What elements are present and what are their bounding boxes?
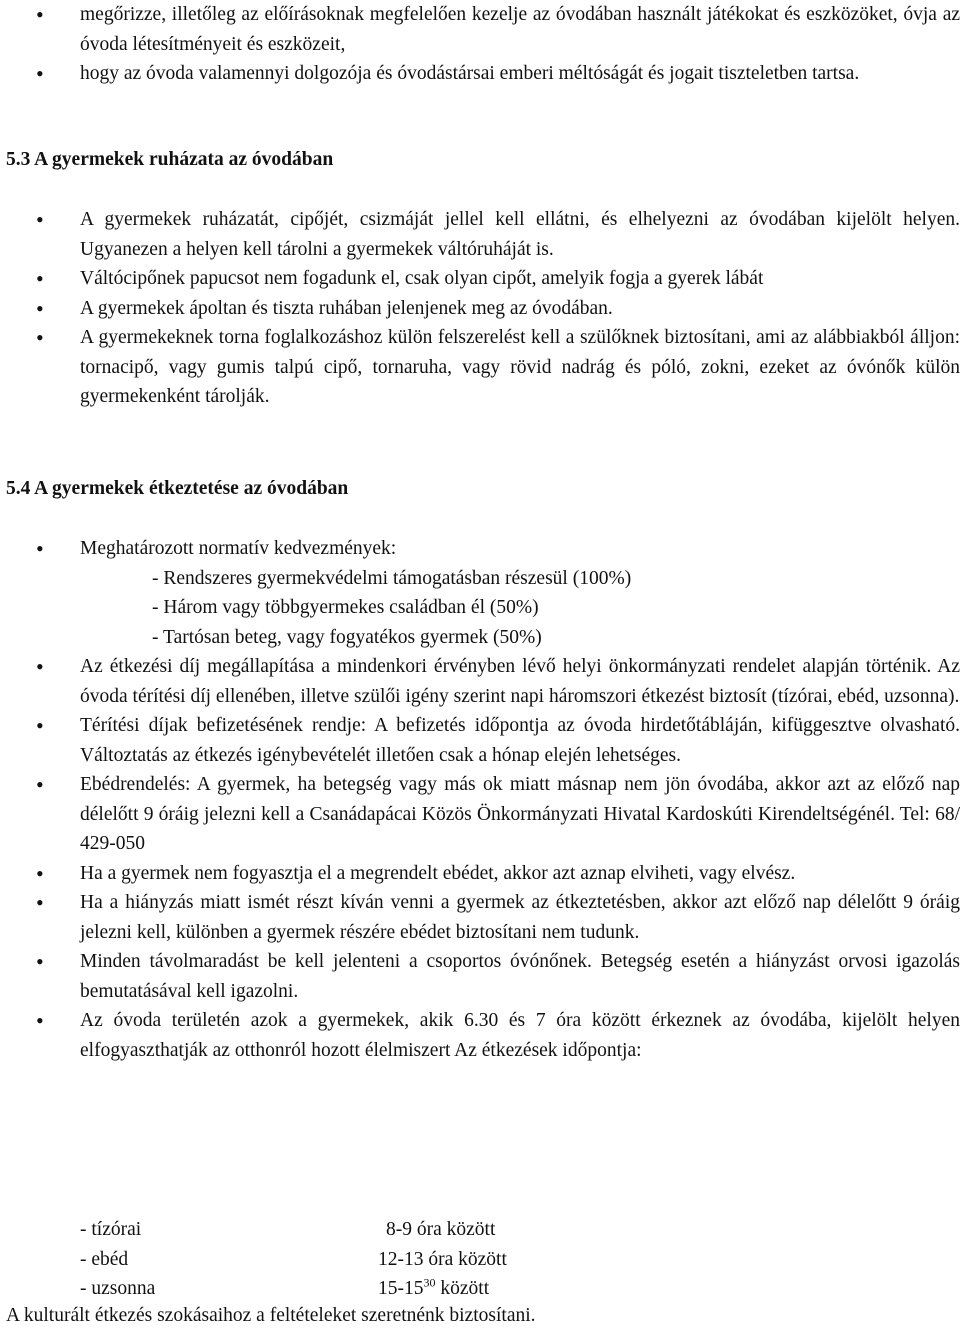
list-item: • Minden távolmaradást be kell jelenteni a csoportos óvónőnek. Betegség esetén a hiányzást orvosi igazolás bemutatásával kell igazolni. — [0, 947, 960, 1006]
meal-time-sup: 30 — [423, 1275, 436, 1290]
meal-time — [378, 1274, 489, 1304]
section-5-3-list — [0, 205, 960, 412]
normative-sub-item: - Tartósan beteg, vagy fogyatékos gyermek (50%) — [152, 626, 542, 648]
list-item: • Ha a gyermek nem fogyasztja el a megrendelt ebédet, akkor azt aznap elviheti, vagy elvész. — [0, 859, 960, 889]
list-item — [0, 534, 960, 652]
meal-time-suffix: között — [435, 1278, 490, 1299]
list-item: • Az étkezési díj megállapítása a mindenkori érvényben lévő helyi önkormányzati rendelet alapján történik. Az óvoda térítési díj ellenében, illetve szülői igény szerint napi háromszori étkezést biztosít (tízórai, ebéd, uzsonna). — [0, 652, 960, 711]
meal-row — [0, 1245, 960, 1275]
list-item: • megőrizze, illetőleg az előírásoknak megfelelően kezelje az óvodában használt játékokat és eszközöket, óvja az óvoda létesítményeit és eszközeit, — [0, 0, 960, 59]
list-item: • A gyermekek ruházatát, cipőjét, csizmáját jellel kell ellátni, és elhelyezni az óvodában kijelölt helyen. Ugyanezen a helyen kell tárolni a gyermekek váltóruháját is. — [0, 205, 960, 264]
meal-time-main: 15-15 — [378, 1278, 424, 1299]
list-item: • A gyermekeknek torna foglalkozáshoz külön felszerelést kell a szülőknek biztosítani, ami az alábbiakból álljon: tornacipő, vagy gumis talpú cipő, tornaruha, vagy rövid nadrág és póló, zokni, ezeket az óvónők külön gyermekenként tárolják. — [0, 323, 960, 412]
section-heading-5-3: 5.3 A gyermekek ruházata az óvodában — [6, 149, 334, 170]
normative-title: Meghatározott normatív kedvezmények: — [80, 538, 397, 559]
list-item: • Ebédrendelés: A gyermek, ha betegség vagy más ok miatt másnap nem jön óvodába, akkor azt az előző nap délelőtt 9 óráig jelezni kell a Csanádapácai Közös Önkormányzati Hivatal Kardoskúti Kirendeltségénél. Tel: 68/ 429-050 — [0, 770, 960, 859]
list-item: • Térítési díjak befizetésének rendje: A befizetés időpontja az óvoda hirdetőtábláján, kifüggesztve olvasható. Változtatás az étkezés igénybevételét illetően csak a hónap elején lehetséges. — [0, 711, 960, 770]
meal-time: 8-9 óra között — [386, 1219, 496, 1240]
meal-name: - tízórai — [80, 1219, 142, 1240]
list-item: • Az óvoda területén azok a gyermekek, akik 6.30 és 7 óra között érkeznek az óvodába, kijelölt helyen elfogyaszthatják az otthonról hozott élelmiszert Az étkezések időpontja: — [0, 1006, 960, 1065]
meal-time: 12-13 óra között — [378, 1248, 507, 1270]
list-item: • A gyermekek ápoltan és tiszta ruhában jelenjenek meg az óvodában. — [0, 294, 960, 324]
normative-sub-item: - Három vagy többgyermekes családban él (50%) — [152, 597, 539, 618]
list-item: • hogy az óvoda valamennyi dolgozója és óvodástársai emberi méltóságát és jogait tiszteletben tartsa. — [0, 59, 960, 89]
closing-sentence: A kulturált étkezés szokásaihoz a feltételeket szeretnénk biztosítani. — [6, 1305, 536, 1326]
section-5-4-list — [0, 534, 960, 1065]
meal-times — [0, 1215, 960, 1304]
meal-name: - ebéd — [80, 1248, 129, 1270]
normative-sub-item: - Rendszeres gyermekvédelmi támogatásban részesül (100%) — [152, 567, 632, 589]
meal-row — [0, 1274, 960, 1304]
meal-name: - uzsonna — [80, 1278, 156, 1299]
top-list — [0, 0, 960, 89]
section-heading-5-4: 5.4 A gyermekek étkeztetése az óvodában — [6, 478, 349, 499]
meal-row — [0, 1215, 960, 1245]
list-item: • Ha a hiányzás miatt ismét részt kíván venni a gyermek az étkeztetésben, akkor azt előző nap délelőtt 9 óráig jelezni kell, különben a gyermek részére ebédet biztosítani nem tudunk. — [0, 888, 960, 947]
list-item: • Váltócipőnek papucsot nem fogadunk el, csak olyan cipőt, amelyik fogja a gyerek lábát — [0, 264, 960, 294]
